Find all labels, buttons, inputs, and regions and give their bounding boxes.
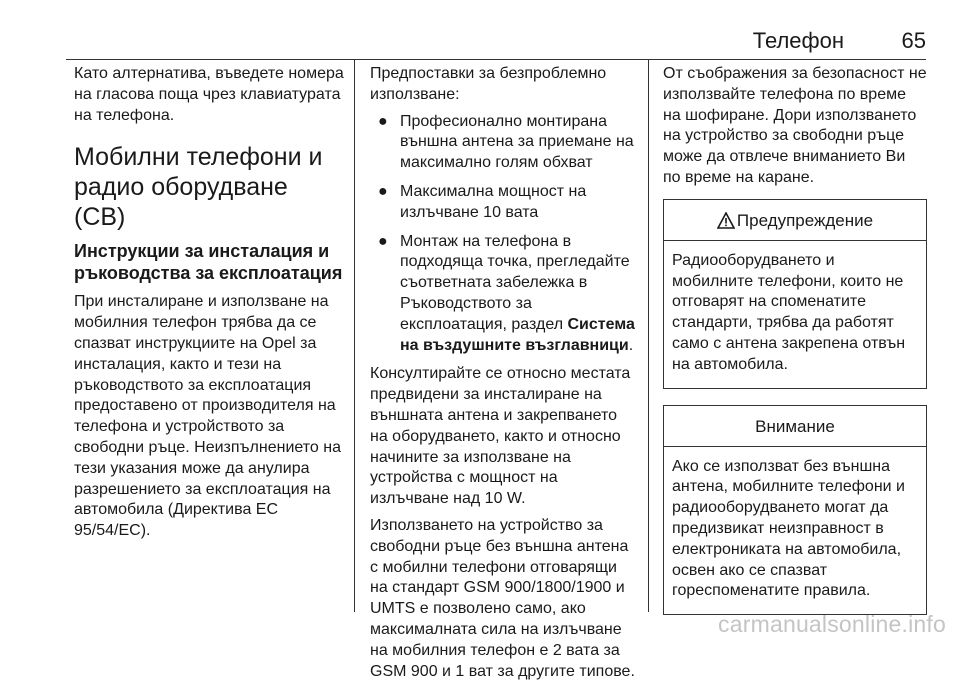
column-1: [74, 64, 346, 548]
antenna-paragraph: Консултирайте се относно местата предвидени за инсталиране на външната антена и закрепването на оборудването, както и относно начините за използване на устройства с мощност на излъчване над 10 W.: [370, 365, 631, 508]
list-item: ● Максимална мощност на излъчване 10 вата: [378, 182, 587, 221]
bullet-dot-icon: ●: [378, 112, 388, 130]
list-item: ● Професионално монтирана външна антена за приемане на максимално голям обхват: [378, 112, 634, 172]
warning-header: [664, 200, 926, 241]
caution-text: Ако се използват без външна антена, мобилните телефони и радиооборудването могат да предизвикат неизправност в електрониката на автомобила, освен ако се спазват гореспоменатите правила.: [672, 457, 905, 600]
warning-text: Радиооборудването и мобилните телефони, които не отговарят на споменатите стандарти, трябва да работят само с антена закрепена отвън на автомобила.: [672, 251, 906, 373]
page-header: [66, 24, 926, 60]
section-heading: Мобилни телефони и радио оборудване (CB): [74, 143, 323, 232]
warning-triangle-icon: [717, 212, 735, 235]
page-number: 65: [901, 28, 926, 53]
column-divider-1: [354, 60, 355, 612]
column-divider-2: [648, 60, 649, 612]
prerequisites-list: [370, 112, 638, 357]
header-rule: [66, 59, 926, 60]
watermark: carmanualsonline.info: [718, 611, 946, 637]
handsfree-paragraph: Използването на устройство за свободни ръце без външна антена с мобилни телефони отговарящи на стандарт GSM 900/1800/1900 и UMTS е позволено само, ако максималната сила на излъчване на мобилния телефон е 2 вата за GSM 900 и 1 ват за другите типове.: [370, 516, 635, 680]
bullet-dot-icon: ●: [378, 232, 388, 250]
bullet-dot-icon: ●: [378, 182, 388, 200]
prerequisites-intro: Предпоставки за безпроблемно използване:: [370, 65, 607, 103]
list-item: ● Монтаж на телефона в подходяща точка, прегледайте съответната забележка в Ръководството за експлоатация, раздел Система на въздушните възглавници.: [378, 232, 635, 354]
body-paragraph: При инсталиране и използване на мобилния телефон трябва да се спазват инструкциите на Opel за инсталация, както и тези на ръководството за експлоатация предоставено от производителя на телефона и устройството за свободни ръце. Неизпълнението на тези указания може да анулира разрешението за експлоатация на автомобила (Директива ЕС 95/54/EC).: [74, 293, 341, 540]
cross-reference: Система на въздушните възглавници: [400, 315, 635, 354]
safety-paragraph: От съображения за безопасност не използвайте телефона по време на шофиране. Дори използването на устройство за свободни ръце може да отвлече вниманието Ви по време на каране.: [663, 65, 927, 186]
warning-box: [663, 199, 927, 389]
column-3: [663, 64, 927, 631]
caution-header: Внимание: [664, 406, 926, 447]
section-subheading: Инструкции за инсталация и ръководства за експлоатация: [74, 241, 343, 284]
caution-box: [663, 405, 927, 616]
intro-paragraph: Като алтернатива, въведете номера на гласова поща чрез клавиатурата на телефона.: [74, 65, 344, 124]
column-2: [370, 64, 638, 688]
warning-title: Предупреждение: [736, 210, 874, 230]
page-title: Телефон: [752, 28, 844, 53]
